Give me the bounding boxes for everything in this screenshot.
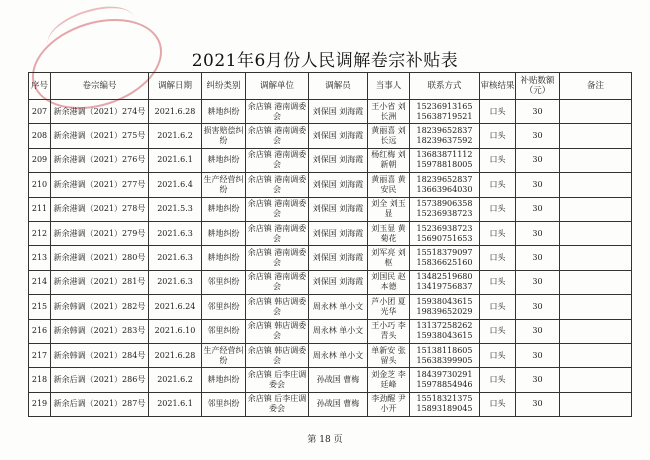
cell-date: 2021.6.28: [149, 100, 202, 124]
table-row: [29, 246, 632, 270]
cell-date: 2021.6.2: [149, 368, 202, 392]
cell-unit: 余店镇 港南调委会: [246, 221, 309, 245]
cell-contact: 18239652837 13663964030: [410, 173, 480, 197]
cell-subsidy: 30: [516, 197, 560, 221]
cell-subsidy: 30: [516, 221, 560, 245]
header-contact: 联系方式: [410, 73, 480, 100]
cell-contact: 13137258262 15938043615: [410, 319, 480, 343]
header-review: 审核结果: [480, 73, 516, 100]
cell-date: 2021.6.3: [149, 221, 202, 245]
cell-party: 黄丽喜 刘长远: [368, 124, 410, 148]
cell-date: 2021.6.28: [149, 343, 202, 367]
cell-remark: [560, 124, 632, 148]
cell-party: 芦小团 夏光华: [368, 295, 410, 319]
cell-contact: 15518321375 15893189045: [410, 392, 480, 416]
table-row: [29, 124, 632, 148]
header-type: 纠纷类别: [202, 73, 246, 100]
cell-subsidy: 30: [516, 295, 560, 319]
cell-date: 2021.6.24: [149, 295, 202, 319]
cell-date: 2021.6.2: [149, 124, 202, 148]
cell-seq: 210: [29, 173, 51, 197]
cell-remark: [560, 197, 632, 221]
cell-seq: 211: [29, 197, 51, 221]
cell-review: 口头: [480, 124, 516, 148]
header-party: 当事人: [368, 73, 410, 100]
page-title: 2021年6月份人民调解卷宗补贴表: [191, 51, 459, 71]
cell-mediator: 周永林 单小文: [309, 343, 368, 367]
cell-contact: 18439730291 15978854946: [410, 368, 480, 392]
cell-unit: 余店镇 港南调委会: [246, 270, 309, 294]
cell-date: 2021.6.3: [149, 270, 202, 294]
cell-subsidy: 30: [516, 319, 560, 343]
cell-case-no: 新余后调（2021）286号: [51, 368, 149, 392]
cell-type: 耕地纠纷: [202, 197, 246, 221]
cell-mediator: 刘保国 刘海霞: [309, 173, 368, 197]
cell-review: 口头: [480, 100, 516, 124]
header-case-no: 卷宗编号: [51, 73, 149, 100]
cell-subsidy: 30: [516, 270, 560, 294]
cell-party: 刘军亮 刘枢: [368, 246, 410, 270]
cell-contact: 15938043615 19839652029: [410, 295, 480, 319]
cell-type: 耕地纠纷: [202, 221, 246, 245]
cell-type: 损害赔偿纠纷: [202, 124, 246, 148]
table-row: [29, 295, 632, 319]
cell-seq: 216: [29, 319, 51, 343]
cell-date: 2021.6.3: [149, 246, 202, 270]
table-row: [29, 392, 632, 416]
cell-party: 单新安 张留头: [368, 343, 410, 367]
cell-contact: 15738906358 15236938723: [410, 197, 480, 221]
cell-remark: [560, 246, 632, 270]
cell-remark: [560, 221, 632, 245]
cell-review: 口头: [480, 221, 516, 245]
cell-party: 王小巧 李青头: [368, 319, 410, 343]
table-row: [29, 368, 632, 392]
cell-mediator: 刘保国 刘海霞: [309, 197, 368, 221]
cell-mediator: 刘保国 刘海霞: [309, 148, 368, 172]
cell-contact: 15138118605 15638399905: [410, 343, 480, 367]
cell-mediator: 刘保国 刘海霞: [309, 100, 368, 124]
cell-seq: 212: [29, 221, 51, 245]
cell-review: 口头: [480, 295, 516, 319]
cell-subsidy: 30: [516, 148, 560, 172]
cell-party: 刘全 刘玉显: [368, 197, 410, 221]
cell-review: 口头: [480, 343, 516, 367]
table-row: [29, 319, 632, 343]
cell-unit: 余店镇 韩店调委会: [246, 343, 309, 367]
cell-unit: 余店镇 港南调委会: [246, 197, 309, 221]
cell-party: 刘国民 赵本德: [368, 270, 410, 294]
cell-case-no: 新余韩调（2021）282号: [51, 295, 149, 319]
cell-remark: [560, 173, 632, 197]
cell-seq: 208: [29, 124, 51, 148]
subsidy-table: [28, 72, 632, 417]
cell-mediator: 刘保国 刘海霞: [309, 221, 368, 245]
cell-party: 刘金芝 李廷峰: [368, 368, 410, 392]
cell-mediator: 刘保国 刘海霞: [309, 124, 368, 148]
cell-review: 口头: [480, 319, 516, 343]
table-row: [29, 173, 632, 197]
cell-mediator: 孙战国 曹梅: [309, 368, 368, 392]
cell-subsidy: 30: [516, 124, 560, 148]
cell-review: 口头: [480, 392, 516, 416]
cell-review: 口头: [480, 148, 516, 172]
cell-review: 口头: [480, 246, 516, 270]
cell-seq: 214: [29, 270, 51, 294]
cell-review: 口头: [480, 173, 516, 197]
table-row: [29, 343, 632, 367]
cell-contact: 18239652837 18239637592: [410, 124, 480, 148]
cell-case-no: 新余港调（2021）277号: [51, 173, 149, 197]
cell-case-no: 新余韩调（2021）284号: [51, 343, 149, 367]
cell-seq: 218: [29, 368, 51, 392]
cell-date: 2021.6.1: [149, 392, 202, 416]
cell-case-no: 新余港调（2021）275号: [51, 124, 149, 148]
header-date: 调解日期: [149, 73, 202, 100]
cell-party: 李劲醒 尹小开: [368, 392, 410, 416]
cell-remark: [560, 295, 632, 319]
cell-contact: 15236913165 15638719521: [410, 100, 480, 124]
cell-remark: [560, 100, 632, 124]
cell-subsidy: 30: [516, 100, 560, 124]
cell-review: 口头: [480, 368, 516, 392]
cell-mediator: 刘保国 刘海霞: [309, 246, 368, 270]
cell-remark: [560, 368, 632, 392]
cell-unit: 余店镇 后李庄调委会: [246, 392, 309, 416]
cell-mediator: 刘保国 刘海霞: [309, 270, 368, 294]
cell-date: 2021.6.10: [149, 319, 202, 343]
cell-subsidy: 30: [516, 392, 560, 416]
cell-case-no: 新余港调（2021）274号: [51, 100, 149, 124]
cell-case-no: 新余港调（2021）276号: [51, 148, 149, 172]
cell-unit: 余店镇 港南调委会: [246, 173, 309, 197]
cell-seq: 217: [29, 343, 51, 367]
cell-type: 生产经营纠纷: [202, 343, 246, 367]
cell-case-no: 新余港调（2021）278号: [51, 197, 149, 221]
header-unit: 调解单位: [246, 73, 309, 100]
cell-seq: 215: [29, 295, 51, 319]
cell-case-no: 新余韩调（2021）283号: [51, 319, 149, 343]
cell-seq: 213: [29, 246, 51, 270]
cell-contact: 13482519680 13419756837: [410, 270, 480, 294]
header-mediator: 调解员: [309, 73, 368, 100]
cell-remark: [560, 319, 632, 343]
cell-party: 黄丽喜 黄安民: [368, 173, 410, 197]
cell-date: 2021.5.3: [149, 197, 202, 221]
cell-case-no: 新余港调（2021）279号: [51, 221, 149, 245]
cell-type: 耕地纠纷: [202, 100, 246, 124]
cell-case-no: 新余港调（2021）280号: [51, 246, 149, 270]
cell-contact: 15236938723 15690751653: [410, 221, 480, 245]
table-row: [29, 197, 632, 221]
table-body: [29, 100, 632, 417]
cell-remark: [560, 343, 632, 367]
cell-type: 邻里纠纷: [202, 270, 246, 294]
cell-unit: 余店镇 后李庄调委会: [246, 368, 309, 392]
cell-remark: [560, 392, 632, 416]
table-row: [29, 221, 632, 245]
header-subsidy: 补贴数额（元）: [516, 73, 560, 100]
cell-mediator: 周永林 单小文: [309, 295, 368, 319]
cell-type: 邻里纠纷: [202, 319, 246, 343]
cell-type: 耕地纠纷: [202, 148, 246, 172]
cell-review: 口头: [480, 197, 516, 221]
cell-seq: 209: [29, 148, 51, 172]
cell-type: 耕地纠纷: [202, 368, 246, 392]
header-remark: 备注: [560, 73, 632, 100]
cell-unit: 余店镇 港南调委会: [246, 246, 309, 270]
cell-remark: [560, 270, 632, 294]
cell-seq: 219: [29, 392, 51, 416]
cell-contact: 13683871112 15978818005: [410, 148, 480, 172]
cell-party: 杨红梅 刘新朝: [368, 148, 410, 172]
cell-date: 2021.6.1: [149, 148, 202, 172]
cell-unit: 余店镇 港南调委会: [246, 148, 309, 172]
cell-seq: 207: [29, 100, 51, 124]
cell-contact: 15518379097 15836625160: [410, 246, 480, 270]
cell-type: 邻里纠纷: [202, 295, 246, 319]
cell-party: 刘玉显 黄菊花: [368, 221, 410, 245]
cell-unit: 余店镇 韩店调委会: [246, 319, 309, 343]
cell-subsidy: 30: [516, 368, 560, 392]
cell-unit: 余店镇 港南调委会: [246, 100, 309, 124]
cell-case-no: 新余港调（2021）281号: [51, 270, 149, 294]
cell-unit: 余店镇 港南调委会: [246, 124, 309, 148]
table-row: [29, 100, 632, 124]
cell-type: 邻里纠纷: [202, 392, 246, 416]
cell-unit: 余店镇 韩店调委会: [246, 295, 309, 319]
cell-mediator: 周永林 单小文: [309, 319, 368, 343]
table-row: [29, 270, 632, 294]
cell-subsidy: 30: [516, 343, 560, 367]
cell-subsidy: 30: [516, 173, 560, 197]
cell-date: 2021.6.4: [149, 173, 202, 197]
cell-remark: [560, 148, 632, 172]
header-seq: 序号: [29, 73, 51, 100]
cell-party: 王小省 刘长洲: [368, 100, 410, 124]
table-row: [29, 148, 632, 172]
cell-review: 口头: [480, 270, 516, 294]
cell-subsidy: 30: [516, 246, 560, 270]
table-header-row: [29, 73, 632, 100]
page-number: 第 18 页: [307, 435, 343, 445]
cell-type: 耕地纠纷: [202, 246, 246, 270]
cell-mediator: 孙战国 曹梅: [309, 392, 368, 416]
cell-type: 生产经营纠纷: [202, 173, 246, 197]
cell-case-no: 新余后调（2021）287号: [51, 392, 149, 416]
